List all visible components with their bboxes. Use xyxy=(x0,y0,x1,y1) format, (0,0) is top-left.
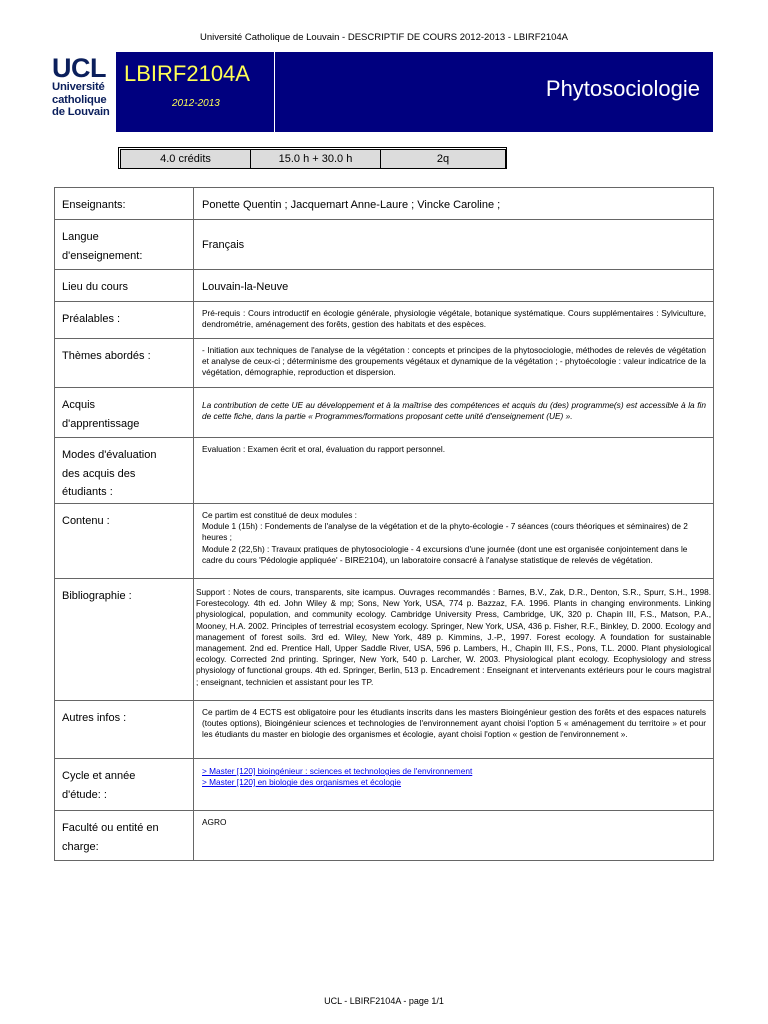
contenu-line: Module 1 (15h) : Fondements de l'analyse de la végétation et de la phyto-écologie - 7 séances (cours théoriques et séminaires) de 2 heures ; xyxy=(202,521,688,543)
row-prealables xyxy=(55,302,714,339)
course-details-table xyxy=(54,187,714,861)
langue-value: Français xyxy=(194,220,714,270)
document-header: Université Catholique de Louvain - DESCRIPTIF DE COURS 2012-2013 - LBIRF2104A xyxy=(199,32,569,43)
row-cycle xyxy=(55,759,714,811)
row-label xyxy=(55,388,194,438)
label-line: étudiants : xyxy=(62,486,113,498)
row-enseignants xyxy=(55,188,714,220)
logo-line: de Louvain xyxy=(52,106,110,118)
row-label: Contenu : xyxy=(55,504,194,579)
row-label: Autres infos : xyxy=(55,701,194,759)
course-info-table xyxy=(120,149,506,169)
cycle-value xyxy=(194,759,714,811)
themes-value: - Initiation aux techniques de l'analyse de la végétation : concepts et principes de la phytosociologie, méthodes de relevés de végétation et analyse de ceux-ci ; déterminisme des groupements végétaux et dynamique de la végétation ; - phytoécologie : valeur indicatrice de la végétation, démographie, reproduction et dispersion. xyxy=(194,339,714,388)
row-langue xyxy=(55,220,714,270)
hours-cell: 15.0 h + 30.0 h xyxy=(251,150,381,169)
row-contenu xyxy=(55,504,714,579)
acquis-value: La contribution de cette UE au développement et à la maîtrise des compétences et acquis du (des) programme(s) est accessible à la fin de cette fiche, dans la partie « Programmes/formations proposant cette unité d'enseignement (UE) ». xyxy=(194,388,714,438)
logo-line: Université xyxy=(52,81,105,93)
row-label xyxy=(55,759,194,811)
course-title: Phytosociologie xyxy=(545,76,700,101)
row-label xyxy=(55,811,194,861)
row-bibliographie xyxy=(55,579,714,701)
row-label: Préalables : xyxy=(55,302,194,339)
label-line: d'enseignement: xyxy=(62,249,143,262)
program-link-biologie[interactable]: > Master [120] en biologie des organismes et écologie xyxy=(202,777,402,788)
lieu-value: Louvain-la-Neuve xyxy=(194,270,714,302)
autres-value: Ce partim de 4 ECTS est obligatoire pour les étudiants inscrits dans les masters Bioingénieur gestion des forêts et des espaces naturels (toutes options), Bioingénieur sciences et technologies de l'environnement ayant choisi l'option 5 « aménagement du territoire » et pour les étudiants du master en biologie des organismes et écologie, ayant choisi l'option « gestion de l'environnement ». xyxy=(194,701,714,759)
program-link-bioingenieur[interactable]: > Master [120] bioingénieur : sciences et technologies de l'environnement xyxy=(202,766,473,776)
label-line: Acquis xyxy=(62,399,96,411)
term-cell: 2q xyxy=(381,150,506,169)
label-line: Modes d'évaluation xyxy=(62,449,157,461)
credits-cell: 4.0 crédits xyxy=(121,150,251,169)
label-line: Cycle et année xyxy=(62,770,136,782)
enseignants-value: Ponette Quentin ; Jacquemart Anne-Laure ; Vincke Caroline ; xyxy=(194,188,714,220)
row-acquis xyxy=(55,388,714,438)
row-label xyxy=(55,438,194,504)
biblio-cell xyxy=(194,579,714,701)
faculte-value: AGRO xyxy=(194,811,714,861)
contenu-value xyxy=(194,504,714,579)
row-label: Lieu du cours xyxy=(55,270,194,302)
row-label: Bibliographie : xyxy=(55,579,194,701)
row-modes xyxy=(55,438,714,504)
contenu-line: Ce partim est constitué de deux modules : xyxy=(202,510,357,520)
row-autres xyxy=(55,701,714,759)
ucl-logo xyxy=(52,55,114,129)
logo-line: catholique xyxy=(52,93,107,106)
label-line: d'étude: : xyxy=(62,788,107,801)
label-line: d'apprentissage xyxy=(62,417,140,430)
label-line: Langue xyxy=(62,231,99,243)
row-label: Thèmes abordés : xyxy=(55,339,194,388)
row-faculte xyxy=(55,811,714,861)
page-footer: UCL - LBIRF2104A - page 1/1 xyxy=(324,996,444,1006)
course-code-box xyxy=(116,52,275,132)
label-line: des acquis des xyxy=(62,467,136,480)
course-title-bar xyxy=(116,52,713,132)
row-lieu xyxy=(55,270,714,302)
logo-abbr: UCL xyxy=(52,53,106,83)
course-year: 2012-2013 xyxy=(172,98,220,109)
row-label: Enseignants: xyxy=(55,188,194,220)
modes-value: Evaluation : Examen écrit et oral, évaluation du rapport personnel. xyxy=(194,438,714,504)
prealables-value: Pré-requis : Cours introductif en écologie générale, physiologie végétale, botanique systématique. Cours supplémentaires : Sylviculture, dendrométrie, aménagement des forêts, gestion des habitats et des espèces. xyxy=(194,302,714,339)
contenu-line: Module 2 (22,5h) : Travaux pratiques de phytosociologie - 4 excursions d'une journée (dont une est organisée conjointement dans le cadre du cours 'Pédologie appliquée' - BIRE2104), un laboratoire consacré à l'analyse statistique de relevés de végétation. xyxy=(202,543,688,565)
row-label xyxy=(55,220,194,270)
biblio-value: Support : Notes de cours, transparents, site icampus. Ouvrages recommandés : Barnes, B.V., Zak, D.R., Denton, S.R., Spurr, S.H., 1998. Forestecology. 4th ed. John Wiley & mp; Sons, New York, USA, 774 p. Bazzaz, F.A. 1996. Plants in changing environments. Linking physiological, population, and community ecology. Cambridge University Press, Cambridge, UK, 320 p. Chapin III, F.S., Matson, P.A., Mooney, H.A. 2002. Principles of terrestrial ecosystem ecology. Springer, New York, USA, 436 p. Fisher, R.F., Binkley, D. 2000. Ecology and management of forest soils. 3rd ed. Wiley, New York, 489 p. Kimmins, J.-P., 1997. Forest ecology. A foundation for sustainable management. 2nd ed. Prentice Hall, Upper Saddle River, USA, 596 p. Lambers, H., Chapin III, F.S., Pons, T.L. 2000. Plant physiological ecology. Corrected 2nd printing. Springer, New York, 540 p. Larcher, W. 2003. Physiological plant ecology. Ecophysiology and stress physiology of functional groups. 4th ed. Springer, Berlin, 513 p. Encadrement : Enseignant et intervenants extérieurs pour le cours magistral ; enseignant, technicien et assistant pour les TP. xyxy=(196,587,711,687)
course-code: LBIRF2104A xyxy=(124,61,250,86)
row-themes xyxy=(55,339,714,388)
label-line: Faculté ou entité en xyxy=(62,822,159,834)
label-line: charge: xyxy=(62,840,99,853)
